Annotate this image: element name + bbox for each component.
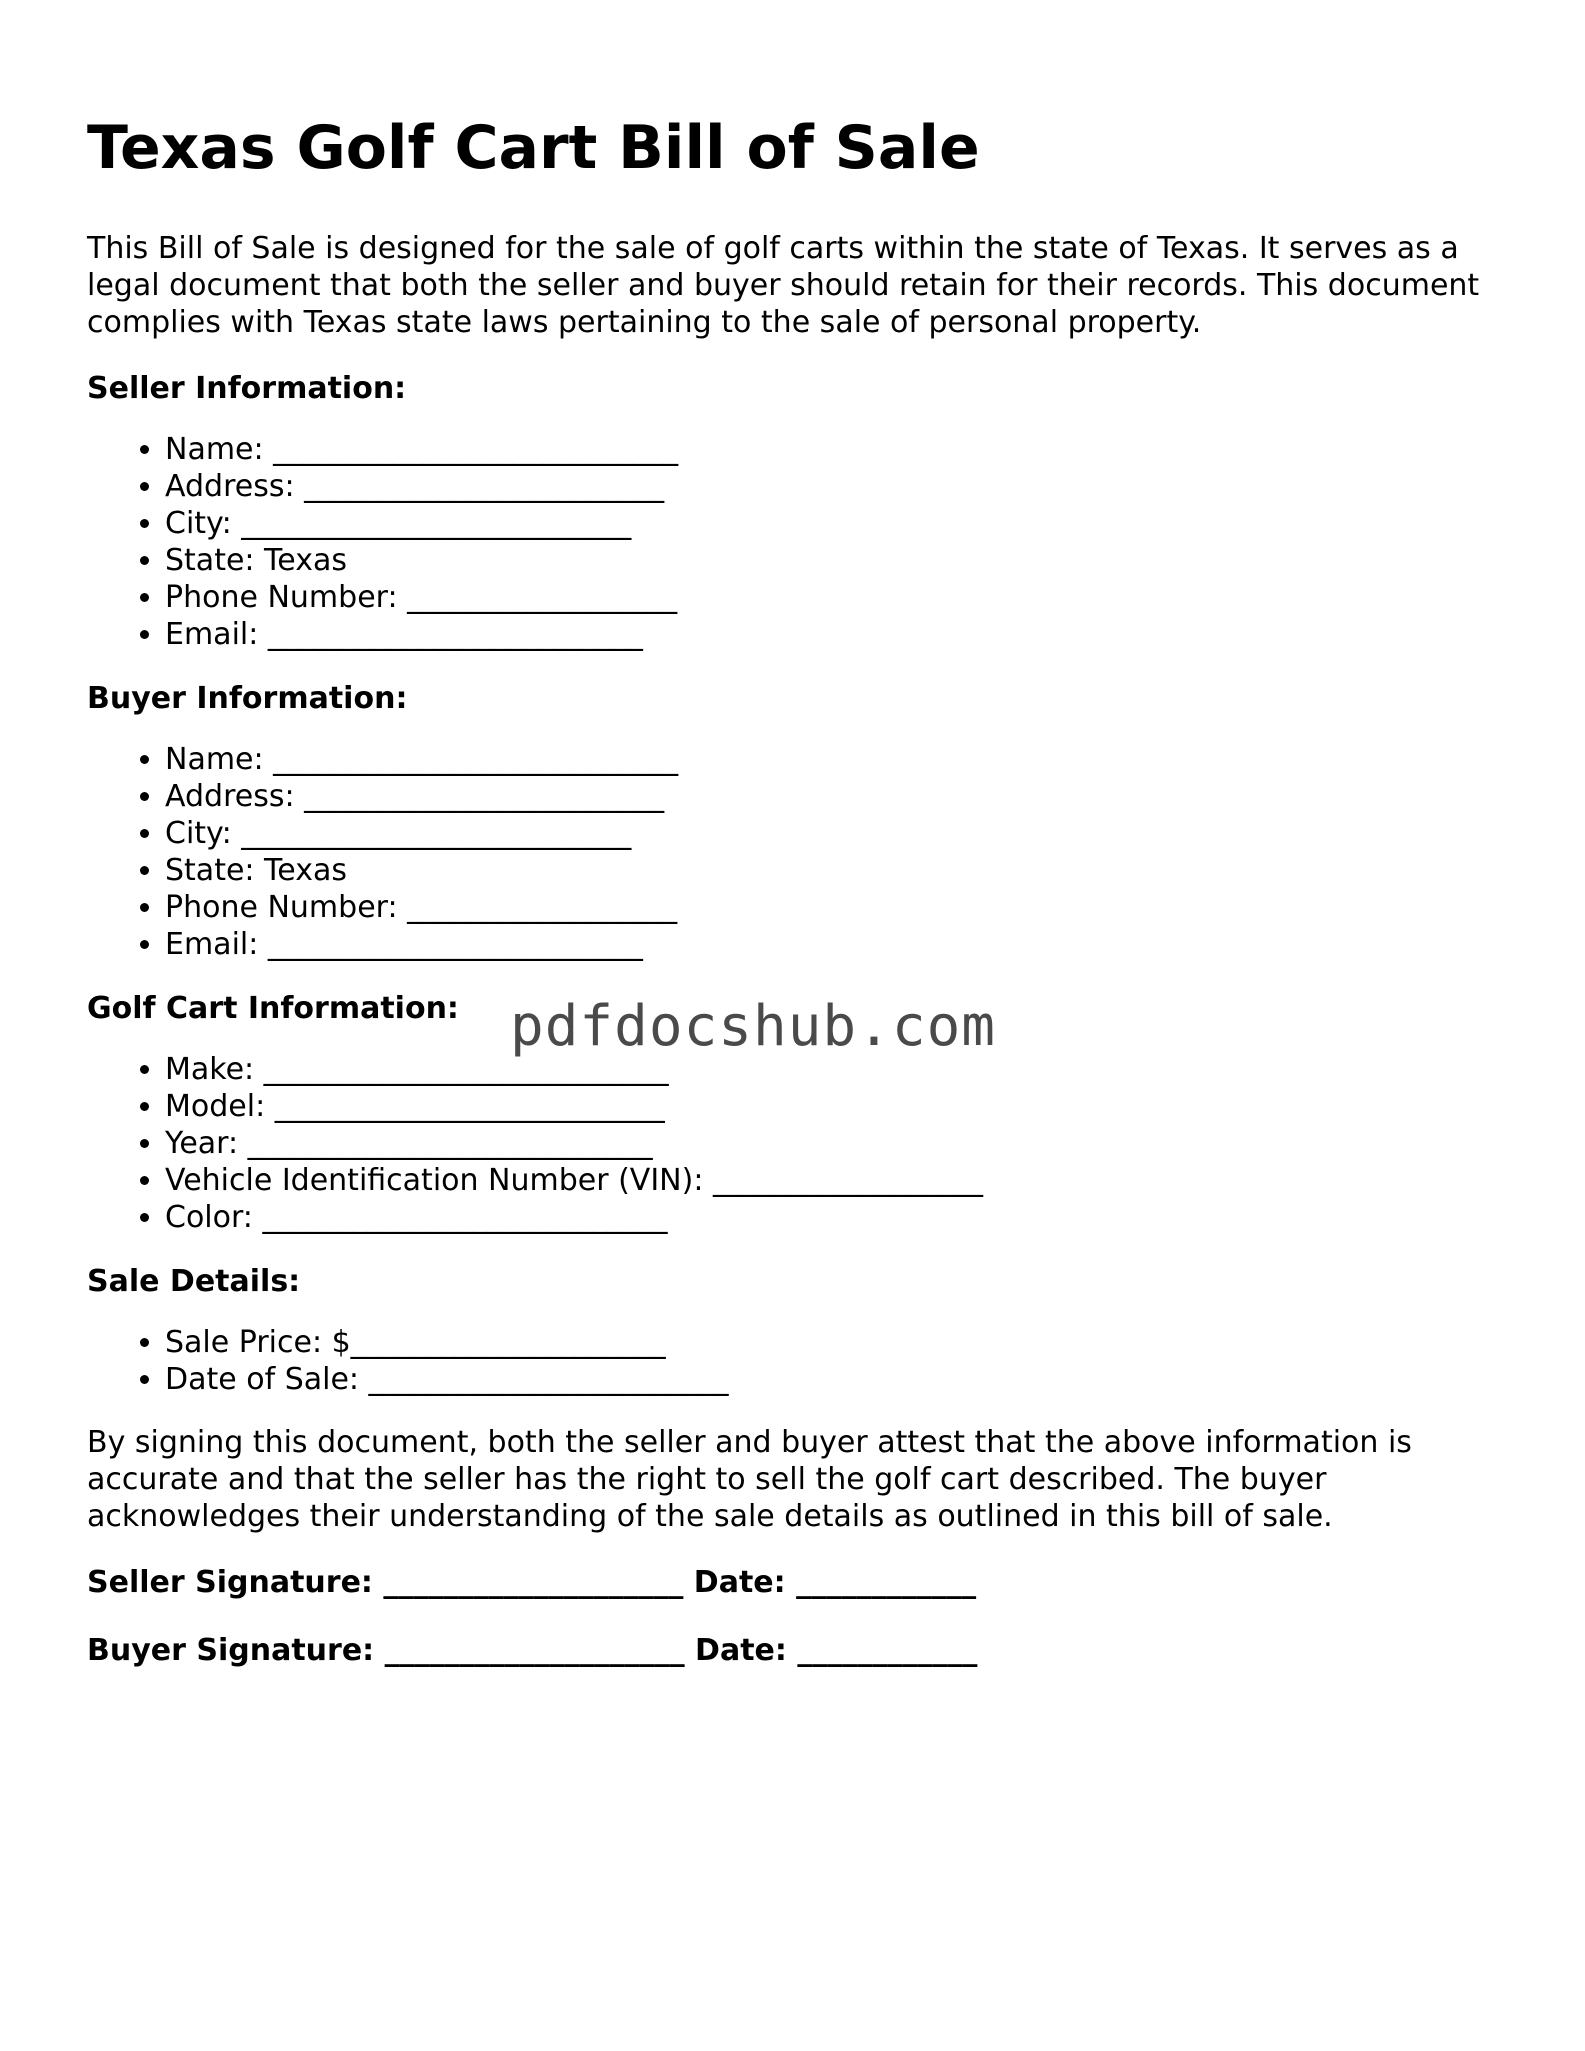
document-title: Texas Golf Cart Bill of Sale bbox=[87, 113, 980, 183]
buyer-email-field: • Email: _________________________ bbox=[165, 926, 1507, 963]
cart-make-field: • Make: ___________________________ bbox=[165, 1051, 1507, 1088]
seller-email-field: • Email: _________________________ bbox=[165, 616, 1507, 653]
buyer-information-list bbox=[87, 741, 1507, 963]
seller-city-field: • City: __________________________ bbox=[165, 505, 1507, 542]
seller-information-list bbox=[87, 431, 1507, 653]
sale-details-heading: Sale Details: bbox=[87, 1264, 301, 1299]
buyer-address-field: • Address: ________________________ bbox=[165, 778, 1507, 815]
buyer-name-field: • Name: ___________________________ bbox=[165, 741, 1507, 778]
sale-details-list bbox=[87, 1324, 1507, 1398]
seller-state-field: • State: Texas bbox=[165, 542, 1507, 579]
seller-address-field: • Address: ________________________ bbox=[165, 468, 1507, 505]
cart-model-field: • Model: __________________________ bbox=[165, 1088, 1507, 1125]
closing-paragraph: By signing this document, both the seller and buyer attest that the above information is accurate and that the seller has the right to sell the golf cart described. The buyer acknowledges their understanding of the sale details as outlined in this bill of sale. bbox=[87, 1425, 1412, 1534]
buyer-phone-field: • Phone Number: __________________ bbox=[165, 889, 1507, 926]
seller-signature-line: Seller Signature: ____________________ Date: ____________ bbox=[87, 1565, 977, 1600]
bill-of-sale-document bbox=[87, 106, 1507, 1699]
sale-date-field: • Date of Sale: ________________________ bbox=[165, 1361, 1507, 1398]
seller-information-heading: Seller Information: bbox=[87, 371, 407, 406]
cart-color-field: • Color: ___________________________ bbox=[165, 1199, 1507, 1236]
seller-phone-field: • Phone Number: __________________ bbox=[165, 579, 1507, 616]
cart-year-field: • Year: ___________________________ bbox=[165, 1125, 1507, 1162]
buyer-information-heading: Buyer Information: bbox=[87, 681, 408, 716]
golf-cart-information-heading: Golf Cart Information: bbox=[87, 991, 459, 1026]
golf-cart-information-list bbox=[87, 1051, 1507, 1236]
buyer-city-field: • City: __________________________ bbox=[165, 815, 1507, 852]
buyer-signature-line: Buyer Signature: ____________________ Date: ____________ bbox=[87, 1633, 978, 1668]
intro-paragraph: This Bill of Sale is designed for the sale of golf carts within the state of Texas. It serves as a legal document that both the seller and buyer should retain for their records. This document complies with Texas state laws pertaining to the sale of personal property. bbox=[87, 231, 1480, 340]
buyer-state-field: • State: Texas bbox=[165, 852, 1507, 889]
watermark-text: pdfdocshub.com bbox=[510, 994, 997, 1059]
seller-name-field: • Name: ___________________________ bbox=[165, 431, 1507, 468]
cart-vin-field: • Vehicle Identification Number (VIN): __________________ bbox=[165, 1162, 1507, 1199]
sale-price-field: • Sale Price: $_____________________ bbox=[165, 1324, 1507, 1361]
